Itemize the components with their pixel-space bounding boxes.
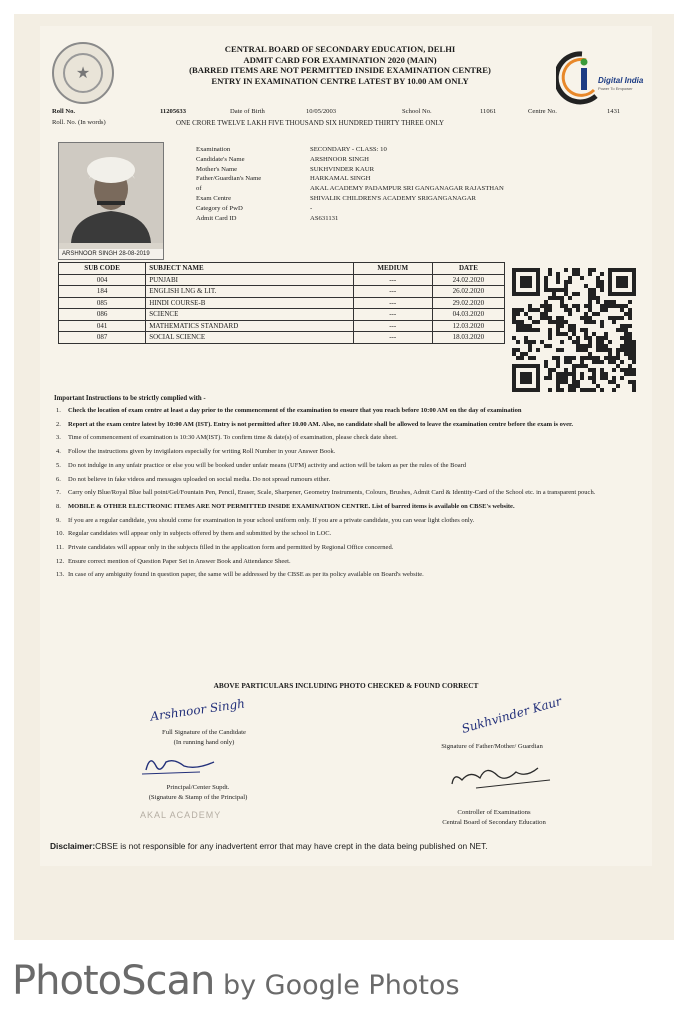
medium: ---: [353, 297, 432, 309]
exam-date: 12.03.2020: [432, 320, 504, 332]
principal-signature-icon: [140, 752, 220, 778]
principal-signature-caption: [118, 783, 278, 802]
school-label: of: [196, 185, 202, 193]
disclaimer: [50, 841, 650, 851]
list-item: 3. Time of commencement of examination is 10:30 AM(IST). To confirm time & date(s) of examination, please check date sheet.: [56, 434, 398, 442]
board-label: Central Board of Secondary Education: [442, 818, 546, 826]
cbse-logo: [52, 42, 114, 104]
instructions-list: [56, 407, 638, 585]
digital-india-label: Digital India: [598, 76, 644, 85]
board-title: CENTRAL BOARD OF SECONDARY EDUCATION, DELHI: [224, 44, 456, 54]
candidate-signature-caption: [138, 728, 270, 747]
medium: ---: [353, 332, 432, 344]
dob-value: 10/05/2003: [306, 108, 337, 115]
exam-date: 26.02.2020: [432, 286, 504, 298]
controller-signature-icon: [446, 762, 556, 798]
list-item: 11. Private candidates will appear only in the subjects filled in the application form and permitted by Regional Office concerned.: [56, 544, 394, 552]
list-item: 9. If you are a regular candidate, you should come for examination in your school uniform only. If you are a private candidate, you can wear light clothes only.: [56, 516, 475, 524]
barred-items-note: (BARRED ITEMS ARE NOT PERMITTED INSIDE EXAMINATION CENTRE): [189, 65, 491, 76]
exam-centre-label: Exam Centre: [196, 194, 232, 202]
exam-date: 24.02.2020: [432, 274, 504, 286]
sub-code: 004: [59, 274, 146, 286]
list-item: 8. MOBILE & OTHER ELECTRONIC ITEMS ARE NOT PERMITTED INSIDE EXAMINATION CENTRE. List of barred items is available on CBSE's website.: [56, 502, 515, 510]
medium: ---: [353, 320, 432, 332]
school-value: AKAL ACADEMY PADAMPUR SRI GANGANAGAR RAJASTHAN: [310, 185, 504, 193]
subject-name: ENGLISH LNG & LIT.: [146, 286, 353, 298]
entry-time-note: ENTRY IN EXAMINATION CENTRE LATEST BY 10.00 AM ONLY: [211, 75, 469, 86]
subject-name: MATHEMATICS STANDARD: [146, 320, 353, 332]
admit-card-title: ADMIT CARD FOR EXAMINATION 2020 (MAIN): [243, 54, 437, 65]
admit-card-id-value: AS631131: [310, 214, 339, 222]
brand-name: PhotoScan: [12, 958, 215, 1004]
subjects-table: [58, 262, 505, 344]
parent-signature-label: Signature of Father/Mother/ Guardian: [441, 743, 543, 750]
admit-card-id-label: Admit Card ID: [196, 214, 237, 222]
table-row: [59, 274, 505, 286]
medium: ---: [353, 286, 432, 298]
disclaimer-text: CBSE is not responsible for any inadvertent error that may have crept in the data being published on NET.: [95, 841, 488, 851]
candidate-signature: Arshnoor Singh: [149, 696, 246, 724]
candidate-name-value: ARSHNOOR SINGH: [310, 155, 369, 163]
list-item: 5. Do not indulge in any unfair practice or else you will be booked under unfair means (UFM) activity and action will be taken as per the rules of the Board: [56, 461, 467, 469]
roll-words-label: Roll. No. (In words): [52, 119, 106, 126]
list-item: 10. Regular candidates will appear only in subjects offered by them and submitted by the school in LOC.: [56, 530, 332, 538]
list-item: 13. In case of any ambiguity found in question paper, the same will be addressed by the CBSE as per its policy available on Board's website.: [56, 571, 424, 579]
mother-name-label: Mother's Name: [196, 165, 238, 173]
table-row: [59, 286, 505, 298]
qr-code-icon: [512, 268, 636, 392]
pwd-category-label: Category of PwD: [196, 204, 243, 212]
col-date: DATE: [432, 263, 504, 275]
table-header-row: [59, 263, 505, 275]
subject-name: SCIENCE: [146, 309, 353, 321]
list-item: 7. Carry only Blue/Royal Blue ball point/Gel/Fountain Pen, Pencil, Eraser, Scale, Sharpener, Geometry Instruments, Colours, Brushes, Admit Card & Identity-Card of the School etc. in a transparent pouch.: [56, 489, 596, 497]
exam-date: 18.03.2020: [432, 332, 504, 344]
pwd-category-value: -: [310, 204, 313, 212]
school-no-value: 11061: [480, 108, 497, 115]
principal-stamp-label: (Signature & Stamp of the Principal): [148, 793, 248, 801]
sub-code: 085: [59, 297, 146, 309]
candidate-portrait-icon: [59, 143, 163, 243]
list-item: 12. Ensure correct mention of Question Paper Set in Answer Book and Attendance Sheet.: [56, 557, 291, 565]
controller-signature-caption: [408, 808, 580, 827]
col-subject-name: SUBJECT NAME: [146, 263, 353, 275]
instructions-title: Important Instructions to be strictly complied with -: [54, 395, 206, 402]
particulars-verified-note: ABOVE PARTICULARS INCLUDING PHOTO CHECKED & FOUND CORRECT: [213, 681, 479, 690]
medium: ---: [353, 274, 432, 286]
subject-name: SOCIAL SCIENCE: [146, 332, 353, 344]
admit-card-header: [130, 44, 550, 86]
disclaimer-label: Disclaimer:: [50, 841, 96, 851]
father-name-label: Father/Guardian's Name: [196, 175, 262, 183]
col-sub-code: SUB CODE: [59, 263, 146, 275]
candidate-signature-label: Full Signature of the Candidate: [162, 729, 246, 736]
exam-centre-value: SHIVALIK CHILDREN'S ACADEMY SRIGANGANAGAR: [310, 194, 476, 202]
school-no-label: School No.: [402, 108, 432, 115]
list-item: 1. Check the location of exam centre at least a day prior to the commencement of the examination to ensure that you reach before 10:00 AM on the day of examination: [56, 407, 522, 414]
exam-date: 04.03.2020: [432, 309, 504, 321]
digital-india-tagline: Power To Empower: [598, 86, 633, 91]
brand-by: by Google Photos: [214, 970, 460, 1001]
examination-label: Examination: [196, 146, 231, 153]
table-row: [59, 320, 505, 332]
table-row: [59, 332, 505, 344]
list-item: 6. Do not believe in fake videos and messages uploaded on social media. Do not spread rumours either.: [56, 475, 331, 483]
candidate-name-label: Candidate's Name: [196, 155, 245, 163]
sub-code: 087: [59, 332, 146, 344]
school-stamp: AKAL ACADEMY: [140, 810, 222, 820]
cbse-emblem-icon: ★: [63, 53, 103, 93]
examination-value: SECONDARY - CLASS: 10: [310, 146, 387, 153]
centre-no-value: 1431: [607, 108, 621, 115]
photo-caption: ARSHNOOR SINGH 28-08-2019: [59, 249, 163, 259]
mother-name-value: SUKHVINDER KAUR: [310, 165, 375, 173]
controller-label: Controller of Examinations: [457, 809, 531, 816]
subject-name: PUNJABI: [146, 274, 353, 286]
candidate-photo: [58, 142, 164, 260]
father-name-value: HARKAMAL SINGH: [310, 175, 371, 183]
table-row: [59, 297, 505, 309]
candidate-signature-note: (In running hand only): [173, 738, 235, 746]
medium: ---: [353, 309, 432, 321]
centre-no-label: Centre No.: [528, 108, 557, 115]
col-medium: MEDIUM: [353, 263, 432, 275]
sub-code: 086: [59, 309, 146, 321]
roll-words-value: ONE CRORE TWELVE LAKH FIVE THOUSAND SIX HUNDRED THIRTY THREE ONLY: [176, 119, 445, 127]
principal-label: Principal/Center Supdt.: [166, 784, 230, 791]
exam-date: 29.02.2020: [432, 297, 504, 309]
subject-name: HINDI COURSE-B: [146, 297, 353, 309]
roll-no-label: Roll No.: [52, 108, 76, 115]
sub-code: 041: [59, 320, 146, 332]
sub-code: 184: [59, 286, 146, 298]
roll-no-value: 11205633: [160, 108, 187, 115]
parent-signature: Sukhvinder Kaur: [460, 694, 564, 736]
table-row: [59, 309, 505, 321]
list-item: 2. Report at the exam centre latest by 10:00 AM (IST). Entry is not permitted after 10.00 AM. Also, no candidate shall be allowed to leave the examination centre before the exam is over.: [56, 420, 573, 428]
list-item: 4. Follow the instructions given by invigilators especially for writing Roll Number in your Answer Book.: [56, 448, 336, 456]
photoscan-branding: [12, 958, 460, 1004]
dob-label: Date of Birth: [230, 108, 265, 115]
